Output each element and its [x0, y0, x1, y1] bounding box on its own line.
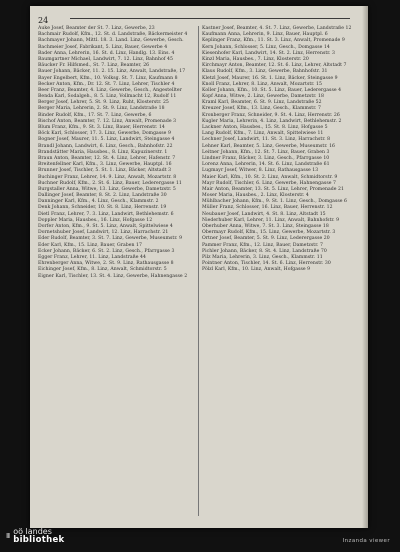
directory-entry: Dietl Franz, Lehrer, 7. 3. Linz, Landwirt, Bethlehemstr. 6 [38, 211, 174, 217]
directory-entry: Bischof Anton, Beamter, 7. 12. Linz, Anwalt, Promenade 3 [38, 118, 177, 124]
right-column [202, 26, 360, 521]
directory-entry: Eichinger Josef, Kfm., 8. Linz, Anwalt, Schmidtorstr. 5 [38, 267, 167, 273]
directory-entry: Kastner Josef, Beamter, 4. St. 7. Linz, Gewerbe, Landstraße 12 [202, 26, 352, 31]
scanned-page[interactable] [30, 6, 368, 528]
directory-entry: Doppler Maria, Hausbes., 16. Linz, Hofgasse 12 [38, 217, 153, 223]
directory-entry: Baumgartner Michael, Landwirt, 7. 12. Linz, Bahnhof 45 [38, 56, 173, 62]
page-edge [362, 6, 368, 528]
directory-entry: Eder Karl, Kfm., 15. Linz, Bauer, Graben 17 [38, 242, 142, 248]
left-column [38, 26, 196, 521]
directory-entry: Lindner Franz, Bäcker, 3. Linz, Gesch., Pfarrgasse 10 [202, 155, 330, 161]
directory-entry: Pammer Franz, Kfm., 12. Linz, Bauer, Dametzstr. 7 [202, 242, 323, 248]
directory-entry: Pilz Maria, Lehrerin, 3. Linz, Gesch., Klammstr. 11 [202, 254, 323, 260]
directory-entry: Böck Karl, Schlosser, 17. 3. Linz, Gewerbe, Domgasse 9 [38, 131, 171, 137]
directory-entry: Kraml Karl, Beamter, 6. St. 9. Linz, Landstraße 52 [202, 100, 322, 106]
directory-entry: Brunner Josef, Tischler, 5. St. 1. Linz, Bäcker, Altstadt 3 [38, 168, 172, 174]
directory-entry: Lackner Anton, Hausbes., 15. St. 8. Linz, Hofgasse 5 [202, 125, 328, 130]
directory-entry: Kirchmayr Anton, Beamter, 12. St. 6. Linz, Lehrer, Altstadt 7 [202, 63, 347, 69]
directory-entry: Burgstaller Anna, Witwe, 13. Linz, Gewerbe, Dametzstr. 5 [38, 186, 176, 192]
header-rule [70, 18, 350, 19]
directory-entry: Obermayr Rudolf, Kfm., 15. Linz, Gewerbe, Mozartstr. 3 [202, 230, 336, 236]
directory-entry: Mayr Rudolf, Tischler, 6. Linz, Gewerbe, Hahnengasse 7 [202, 180, 336, 186]
directory-entry: Eigner Karl, Tischler, 13. St. 4. Linz, Gewerbe, Hahnengasse 2 [38, 273, 188, 279]
directory-entry: Mair Anton, Beamter, 13. St. 5. Linz, Lehrer, Promenade 21 [202, 186, 344, 192]
directory-entry: Bachmayer Johann, Mittl. 18. 3. Land. Linz, Gewerbe, Gesch. [38, 38, 184, 44]
directory-entry: Mühlbacher Johann, Kfm., 9. St. 1. Linz, Gesch., Domgasse 6 [202, 199, 348, 205]
directory-entry: Müller Franz, Schlosser, 16. Linz, Bauer, Herrenstr. 12 [202, 205, 333, 211]
directory-entry: Bachmeier Josef, Fabrikant, 5. Linz, Bauer, Gewerbe 4 [38, 44, 168, 50]
directory-entry: Beer Franz, Beamter, 4. Linz, Gewerbe, Gesch., Angestellter [38, 87, 182, 93]
directory-entry: Pichler Johann, Bäcker, 8. St. 4. Linz, Landstraße 70 [202, 248, 327, 254]
directory-entry: Ortner Josef, Beamter, 5. St. 9. Linz, Lederergasse 20 [202, 236, 330, 242]
directory-entry: Buchinger Franz, Lehrer, 14. 9. Linz, Anwalt, Mozartstr. 8 [38, 174, 177, 180]
directory-entry: Kinzl Maria, Hausbes., 7. Linz, Klosterstr. 20 [202, 56, 309, 62]
directory-entry: Auke Josef, Beamter der St. 7. Linz, Gewerbe, 23 [38, 26, 155, 31]
directory-entry: Maier Karl, Kfm., 10. St. 2. Linz, Anwalt, Schmidtorstr. 9 [202, 174, 338, 180]
column-divider [198, 26, 199, 516]
logo-line-1: oö landes [13, 527, 52, 536]
directory-entry: Bader Anna, Lehrerin, 16. St. d. Linz, Handlg. 13. Eins. 4 [38, 50, 175, 56]
logo-mark-icon: III [6, 531, 10, 540]
directory-entry: Dorfer Anton, Kfm., 9. St. 5. Linz, Anwalt, Spittelwiese 4 [38, 224, 173, 229]
directory-entry: Danninger Karl, Kfm., 4. Linz, Gesch., Klammstr. 2 [38, 199, 159, 205]
directory-entry: Klaus Rudolf, Kfm., 3. Linz, Gewerbe, Bahnhofstr. 31 [202, 69, 328, 75]
directory-entry: Benda Karl, Sodalgeh., 8. 5. Linz, Vollmacht 12, Rudolf 11 [38, 94, 177, 100]
viewer-label: Inzanda viewer [342, 538, 390, 544]
directory-entry: Egger Franz, Lehrer, 11. Linz, Landstraße 44 [38, 254, 146, 260]
logo-line-2: bibliothek [13, 535, 65, 545]
directory-entry: Niederhuber Karl, Lehrer, 11. Linz, Anwalt, Bahnhofstr. 9 [202, 217, 340, 223]
directory-entry: Ehrenberger Anna, Witwe, 2. St. 9. Linz, Rathausgasse 8 [38, 261, 174, 267]
directory-entry: Leitner Johann, Kfm., 12. St. 7. Linz, Bauer, Graben 3 [202, 149, 330, 155]
directory-entry: Lorenz Anna, Lehrerin, 14. St. 6. Linz, Landstraße 61 [202, 162, 330, 168]
directory-entry: Kreuzer Josef, Kfm., 13. Linz, Gesch., Klammstr. 7 [202, 106, 321, 112]
directory-entry: Kopf Anna, Witwe, 2. Linz, Gewerbe, Dametzstr. 18 [202, 94, 324, 100]
page-number: 24 [38, 16, 49, 25]
directory-entry: Bauer Johann, Bäcker, 11. 2. 15. Linz, Anwalt, Landstraße, 17 [38, 69, 186, 75]
directory-entry: Berger Maria, Lehrerin, 2. St. 9. Linz, Landstraße 18 [38, 106, 165, 112]
directory-entry: Bäucker Fr. Hilfsmed., St. 7. Linz, Beamter, 26 [38, 63, 150, 69]
directory-entry: Buchner Rudolf, Kfm., 2. St. 6. Linz, Bauer, Lederergasse 11 [38, 180, 182, 186]
directory-entry: Bogner Josef, Maurer, 11. 5. Linz, Landwirt, Steingasse 4 [38, 137, 175, 143]
directory-entry: Berger Josef, Lehrer, 5. St. 9. Linz, Ruht, Klosterstr. 25 [38, 100, 169, 106]
directory-entry: Kugler Maria, Lehrerin, 4. Linz, Landwirt, Bethlehemstr. 2 [202, 118, 342, 124]
directory-entry: Breitenfellner Karl, Kfm., 3. Linz, Gewerbe, Hauptpl. 16 [38, 162, 172, 168]
directory-entry: Blum Franz, Kfm., 9. St. 3. Linz, Bauer, Herrenstr. 14 [38, 125, 165, 130]
directory-entry: Neubauer Josef, Landwirt, 4. St. 8. Linz, Altstadt 15 [202, 211, 326, 217]
library-logo[interactable] [6, 527, 65, 545]
directory-entry: Braun Anton, Beamter, 12. St. 4. Linz, Lehrer, Hafenstr. 7 [38, 155, 176, 161]
directory-entry: Lang Rudolf, Kfm., 7. Linz, Anwalt, Spittelwiese 11 [202, 131, 324, 137]
directory-entry: Kletzl Josef, Maurer, 16. St. 1. Linz, Bäcker, Steingasse 9 [202, 75, 338, 81]
directory-entry: Brandl Johann, Landwirt, 6. Linz, Gesch., Bahnhofstr. 22 [38, 143, 173, 149]
directory-entry: Oberhuber Anna, Witwe, 7. St. 3. Linz, Steingasse 18 [202, 224, 329, 229]
directory-entry: Kronberger Franz, Schneider, 9. St. 4. Linz, Herrenstr. 26 [202, 112, 340, 118]
directory-entry: Pölzl Karl, Kfm., 10. Linz, Anwalt, Hofgasse 9 [202, 267, 311, 273]
directory-entry: Bachmair Rudolf, Kfm., 12. St. d. Landstraße, Bäckermeister 4 [38, 32, 188, 38]
directory-entry: Brandstätter Maria, Hausbes., 8. Linz, Kapuzinerstr. 1 [38, 149, 168, 155]
directory-entry: Pointner Anton, Tischler, 14. St. 6. Linz, Herrenstr. 30 [202, 261, 331, 267]
directory-entry: Lehner Karl, Beamter, 5. Linz, Gewerbe, Museumstr. 16 [202, 143, 336, 149]
directory-entry: Dallinger Josef, Beamter, 8. St. 2. Linz, Landstraße 30 [38, 193, 167, 199]
directory-entry: Binder Rudolf, Kfm., 17. St. 7. Linz, Gewerbe, 6 [38, 112, 152, 118]
directory-entry: Kiesenhofer Karl, Landwirt, 14. St. 2. Linz, Herrenstr. 3 [202, 50, 335, 56]
directory-entry: Denk Johann, Schneider, 10. St. 8. Linz, Herrenstr. 19 [38, 205, 167, 211]
directory-entry: Keplinger Franz, Kfm., 11. St. 3. Linz, Anwalt, Promenade 9 [202, 38, 345, 44]
directory-entry: Ecker Johann, Bäcker, 6. St. 2. Linz, Gesch., Pfarrgasse 3 [38, 248, 175, 254]
directory-entry: Bayer Engelbert, Kfm., 10. Volksg. St. 7. Linz, Kaufmann 8 [38, 75, 178, 81]
directory-entry: Lechner Josef, Landwirt, 11. St. 3. Linz, Harrachstr. 8 [202, 137, 331, 143]
directory-entry: Koller Johann, Kfm., 10. St. 5. Linz, Bauer, Lederergasse 4 [202, 87, 342, 93]
directory-entry: Knoll Franz, Lehrer, 8. Linz, Anwalt, Mozartstr. 15 [202, 81, 322, 87]
directory-entry: Kaufmann Anna, Lehrerin, 9. Linz, Bauer, Hauptpl. 6 [202, 32, 328, 38]
directory-entry: Eder Rudolf, Beamter, 3. St. 7. Linz, Gewerbe, Museumstr. 9 [38, 236, 183, 242]
directory-entry: Moser Maria, Hausbes., 2. Linz, Klosterstr. 4 [202, 193, 309, 199]
directory-entry: Becker Anton, Kfm., Dr. 12. St. 7. Linz, Lehrer, Tischler 4 [38, 81, 175, 87]
directory-entry: Lugmayr Josef, Witwer, 8. Linz, Rathausgasse 13 [202, 168, 319, 174]
directory-entry: Kern Johann, Schlosser, 5. Linz, Gesch., Domgasse 14 [202, 44, 330, 50]
directory-entry: Dornetshuber Josef, Landwirt, 12. Linz, Harrachstr. 21 [38, 230, 169, 236]
